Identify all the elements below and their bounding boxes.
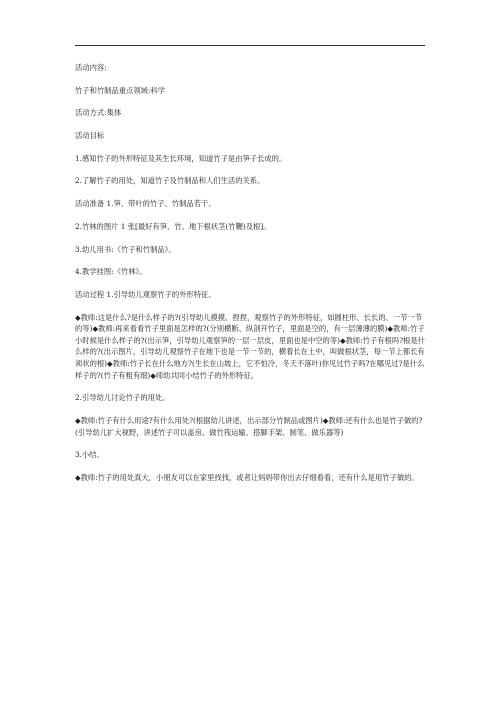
summary-heading: 3.小结。 [75, 450, 104, 460]
summary-body: ◆教师:竹子的用处真大，小朋友可以在家里找找，或者让妈妈带你出去仔细看看，还有什么是用竹子做的。 [75, 472, 419, 482]
document-body [75, 62, 427, 495]
process-step-1-body: ◆教师:这是什么?是什么样子的?(引导幼儿摸摸、捏捏，观察竹子的外形特征，如圆柱形、长长的、一节一节的等)◆教师:再来看看竹子里面是怎样的?(分别横断、纵剖开竹子，里面是空的，有一层薄薄的膜)◆教师:竹子小时候是什么样子的?(出示笋，引导幼儿观察笋的一层一层皮，里面也是中空的等)◆教师:竹子有根吗?根是什么样的?(出示图片，引导幼儿观察竹子在地下也是一节一节的，横着长在土中，叫做根状茎，每一节上都长有须状的根)◆教师:竹子长在什么地方?(生长在山坡上，它不怕冷，冬天不落叶)你见过竹子吗?在哪见过?是什么样子的?(竹子有粗有细)◆师幼共同小结竹子的外形特征。 [75, 312, 425, 380]
goal-2: 2.了解竹子的用处，知道竹子及竹制品和人们生活的关系。 [75, 176, 265, 186]
goals-heading: 活动目标 [75, 131, 105, 141]
goal-1: 1.感知竹子的外形特征及其生长环境，知道竹子是由笋子长成的。 [75, 153, 287, 163]
preparation-3: 3.幼儿用书:《竹子和竹制品》。 [75, 244, 176, 254]
section-label-content: 活动内容: [75, 63, 107, 72]
activity-format: 活动方式:集体 [75, 108, 122, 118]
preparation-1: 活动准备 1.笋、带叶的竹子、竹制品若干。 [75, 199, 216, 209]
process-step-2-heading: 2.引导幼儿讨论竹子的用处。 [75, 393, 170, 403]
header-rule [75, 45, 425, 46]
process-step-1-heading: 活动过程 1.引导幼儿观察竹子的外形特征。 [75, 289, 216, 299]
preparation-2: 2.竹林的图片 1 张[最好有笋、竹、地下根状茎(竹鞭)及根]。 [75, 221, 271, 231]
preparation-4: 4.教学挂图:《竹林》。 [75, 267, 147, 277]
activity-topic: 竹子和竹制品重点领域:科学 [75, 85, 166, 95]
process-step-2-body: ◆教师:竹子有什么用途?有什么用处?(根据幼儿讲述，出示部分竹制品或图片)◆教师:还有什么也是竹子做的?(引导幼儿扩大视野，讲述竹子可以盖房、做竹筏运输、搭脚手架、制笔、做乐器等) [75, 415, 423, 437]
